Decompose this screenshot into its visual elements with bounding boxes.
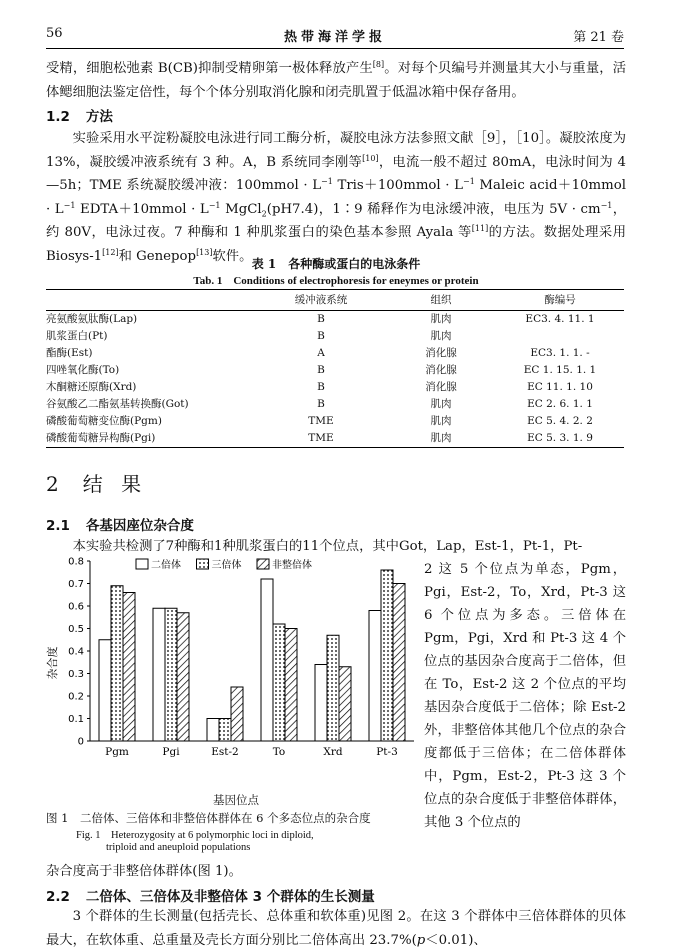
figure-caption-cn: 图 1 二倍体、三倍体和非整倍体群体在 6 个多态位点的杂合度 bbox=[46, 811, 371, 825]
x-category-label: To bbox=[272, 746, 286, 758]
table-cell: 肌肉 bbox=[430, 415, 452, 427]
x-category-label: Xrd bbox=[323, 746, 343, 758]
table-cell: 磷酸葡萄糖异构酶(Pgi) bbox=[46, 430, 256, 448]
paragraph-results-wrap: 2 这 5 个位点为单态，Pgm，Pgi，Est-2，To，Xrd，Pt-3 这 6 个位点为多态。三倍体在 Pgm，Pgi，Xrd 和 Pt-3 这 4 个位点的基因杂合度高于二倍体，但在 To，Est-2 这 2 个位点的平均基因杂合度低于二倍体；除 Est-2 外，非整倍体其他几个位点的杂合度都低于三倍体；在二倍体群体中，Pgm，Est-2，Pt-3 这 3 个位点的杂合度低于非整倍体群体，其他 3 个位点的 bbox=[424, 562, 626, 830]
y-axis-label: 杂合度 bbox=[46, 646, 59, 680]
paragraph-materials: 受精，细胞松弛素 B(CB)抑制受精卵第一极体释放产生[8]。对每个贝编号并测量其大小与重量，活体鳃细胞法鉴定倍性，每个个体分别取消化腺和闭壳肌置于低温冰箱中保存备用。 bbox=[46, 60, 626, 100]
table-caption-en: Tab. 1 Conditions of electrophoresis for eneymes or protein bbox=[193, 275, 479, 287]
table-row bbox=[46, 328, 624, 345]
bar-to-series-2 bbox=[285, 629, 297, 742]
table-cell: 亮氨酸氨肽酶(Lap) bbox=[46, 313, 138, 325]
legend-label: 三倍体 bbox=[211, 560, 242, 571]
table-cell: B bbox=[317, 381, 325, 393]
bar-est-2-series-1 bbox=[219, 719, 231, 742]
bar-xrd-series-1 bbox=[327, 635, 339, 741]
bar-est-2-series-0 bbox=[207, 719, 219, 742]
table-cell: 磷酸葡萄糖变位酶(Pgm) bbox=[46, 415, 162, 427]
table-cell: TME bbox=[256, 430, 386, 448]
figure-caption-en-1: Fig. 1 Heterozygosity at 6 polymorphic loci in diploid, bbox=[76, 830, 314, 841]
bar-pgi-series-1 bbox=[165, 608, 177, 741]
bar-xrd-series-2 bbox=[339, 667, 351, 741]
section-heading-methods: 1.2 方法 bbox=[46, 109, 113, 125]
table-cell: 消化腺 bbox=[425, 381, 457, 393]
bar-pgm-series-0 bbox=[99, 640, 111, 741]
table-row bbox=[46, 311, 624, 329]
table-cell: 肌肉 bbox=[430, 398, 452, 410]
bar-pt-3-series-2 bbox=[393, 584, 405, 742]
volume-label: 第 21 卷 bbox=[573, 30, 624, 45]
table-header-cell: 酶编号 bbox=[496, 290, 624, 311]
bar-pt-3-series-0 bbox=[369, 611, 381, 742]
y-tick-label: 0.3 bbox=[68, 669, 84, 680]
paragraph-growth: 3 个群体的生长测量(包括壳长、总体重和软体重)见图 2。在这 3 个群体中三倍体群体的贝体最大，在软体重、总重量及壳长方面分别比二倍体高出 23.7%(p＜0.01)、 bbox=[46, 909, 626, 948]
table-cell: 酯酶(Est) bbox=[46, 347, 93, 359]
table-cell: EC3. 1. 1. - bbox=[530, 347, 590, 359]
table-cell: TME bbox=[308, 415, 334, 427]
table-cell: EC 2. 6. 1. 1 bbox=[527, 398, 593, 410]
y-tick-label: 0.4 bbox=[68, 646, 84, 658]
table-cell: EC 5. 3. 1. 9 bbox=[496, 430, 624, 448]
y-tick-label: 0.6 bbox=[68, 601, 84, 613]
bar-xrd-series-0 bbox=[315, 665, 327, 742]
y-tick-label: 0.1 bbox=[68, 714, 84, 725]
table-cell: 肌浆蛋白(Pt) bbox=[46, 330, 108, 342]
table-caption-cn: 表 1 各种酶或蛋白的电泳条件 bbox=[251, 257, 421, 271]
table-cell: 木酮糖还原酶(Xrd) bbox=[46, 381, 137, 393]
table-cell: EC 5. 4. 2. 2 bbox=[527, 415, 593, 427]
table-row bbox=[46, 379, 624, 396]
table-cell: 肌肉 bbox=[386, 430, 496, 448]
x-category-label: Est-2 bbox=[211, 746, 239, 758]
bar-est-2-series-2 bbox=[231, 687, 243, 741]
heterozygosity-chart bbox=[46, 553, 418, 773]
table-cell: 肌肉 bbox=[430, 330, 452, 342]
figure-caption-en-2: triploid and aneuploid populations bbox=[106, 842, 251, 853]
table-cell: 消化腺 bbox=[425, 347, 457, 359]
legend-label: 非整倍体 bbox=[272, 560, 312, 571]
x-category-label: Pgi bbox=[162, 746, 180, 758]
table-header-cell: 组织 bbox=[386, 290, 496, 311]
bar-pgm-series-1 bbox=[111, 586, 123, 741]
table-cell: B bbox=[317, 364, 325, 376]
paragraph-results-line1: 本实验共检测了7种酶和1种肌浆蛋白的11个位点，其中Got，Lap，Est-1，Pt-1，Pt- bbox=[72, 539, 583, 554]
table-cell: EC3. 4. 11. 1 bbox=[525, 313, 595, 325]
table-cell: B bbox=[317, 398, 325, 410]
paragraph-results-end: 杂合度高于非整倍体群体(图 1)。 bbox=[46, 864, 242, 879]
bar-pt-3-series-1 bbox=[381, 570, 393, 741]
section-heading-growth: 2.2 二倍体、三倍体及非整倍体 3 个群体的生长测量 bbox=[46, 889, 375, 905]
table-row bbox=[46, 345, 624, 362]
x-category-label: Pt-3 bbox=[376, 746, 398, 758]
bar-pgi-series-2 bbox=[177, 613, 189, 741]
table-cell: 消化腺 bbox=[425, 364, 457, 376]
bar-pgm-series-2 bbox=[123, 593, 135, 742]
section-heading-results: 2 结 果 bbox=[46, 472, 148, 496]
electrophoresis-table bbox=[46, 289, 624, 448]
table-header-row bbox=[46, 290, 624, 311]
paragraph-methods: 实验采用水平淀粉凝胶电泳进行同工酶分析，凝胶电泳方法参照文献［9］，［10］。凝胶浓度为 13%，凝胶缓冲液系统有 3 种。A，B 系统同李刚等[10]，电流一般不超过 80mA，电泳时间为 4—5h；TME 系统凝胶缓冲液：100mmol · $L^{-1}$ Tris＋100mmol · $L^{-1}$ Maleic acid＋10mmol · $L^{-1}$ EDTA＋10mmol · $L^{-1}$ MgCl$_2$(pH7.4)，1∶9 稀释作为电泳缓冲液，电压为 $5V \cdot cm^{-1}$，约 80V，电泳过夜。7 种酶和 1 种肌浆蛋白的染色基本参照 Ayala 等[11]的方法。数据处理采用 Biosys-1[12]和 Genepop[13]软件。 bbox=[46, 131, 627, 264]
table-header-cell bbox=[46, 290, 256, 311]
y-tick-label: 0.5 bbox=[68, 624, 84, 635]
y-tick-label: 0.2 bbox=[68, 691, 84, 703]
y-tick-label: 0 bbox=[77, 736, 84, 748]
table-header-cell: 缓冲液系统 bbox=[256, 290, 386, 311]
y-tick-label: 0.7 bbox=[68, 579, 84, 590]
legend-swatch bbox=[136, 559, 148, 569]
legend-swatch bbox=[197, 559, 209, 569]
table-row bbox=[46, 413, 624, 430]
table-cell: EC 11. 1. 10 bbox=[527, 381, 593, 393]
x-category-label: Pgm bbox=[105, 746, 129, 758]
section-heading-heterozygosity: 2.1 各基因座位杂合度 bbox=[46, 518, 194, 534]
table-cell: 谷氨酸乙二酯氨基转换酶(Got) bbox=[46, 398, 189, 410]
table-cell: EC 1. 15. 1. 1 bbox=[523, 364, 597, 376]
table-cell: B bbox=[317, 313, 325, 325]
bar-to-series-0 bbox=[261, 579, 273, 741]
page-number: 56 bbox=[46, 26, 63, 41]
table-row bbox=[46, 430, 624, 448]
bar-pgi-series-0 bbox=[153, 608, 165, 741]
table-cell: 肌肉 bbox=[430, 313, 452, 325]
journal-title: 热带海洋学报 bbox=[283, 30, 386, 45]
legend-swatch bbox=[257, 559, 269, 569]
x-axis-label: 基因位点 bbox=[213, 793, 259, 807]
y-tick-label: 0.8 bbox=[68, 556, 84, 568]
table-row bbox=[46, 362, 624, 379]
table-cell: B bbox=[317, 330, 325, 342]
table-row bbox=[46, 396, 624, 413]
legend bbox=[136, 558, 312, 571]
legend-label: 二倍体 bbox=[151, 560, 181, 571]
table-cell: A bbox=[317, 347, 325, 359]
table-cell bbox=[496, 328, 624, 345]
bar-to-series-1 bbox=[273, 624, 285, 741]
table-cell: 四唑氧化酶(To) bbox=[46, 364, 120, 376]
running-header bbox=[46, 22, 624, 49]
